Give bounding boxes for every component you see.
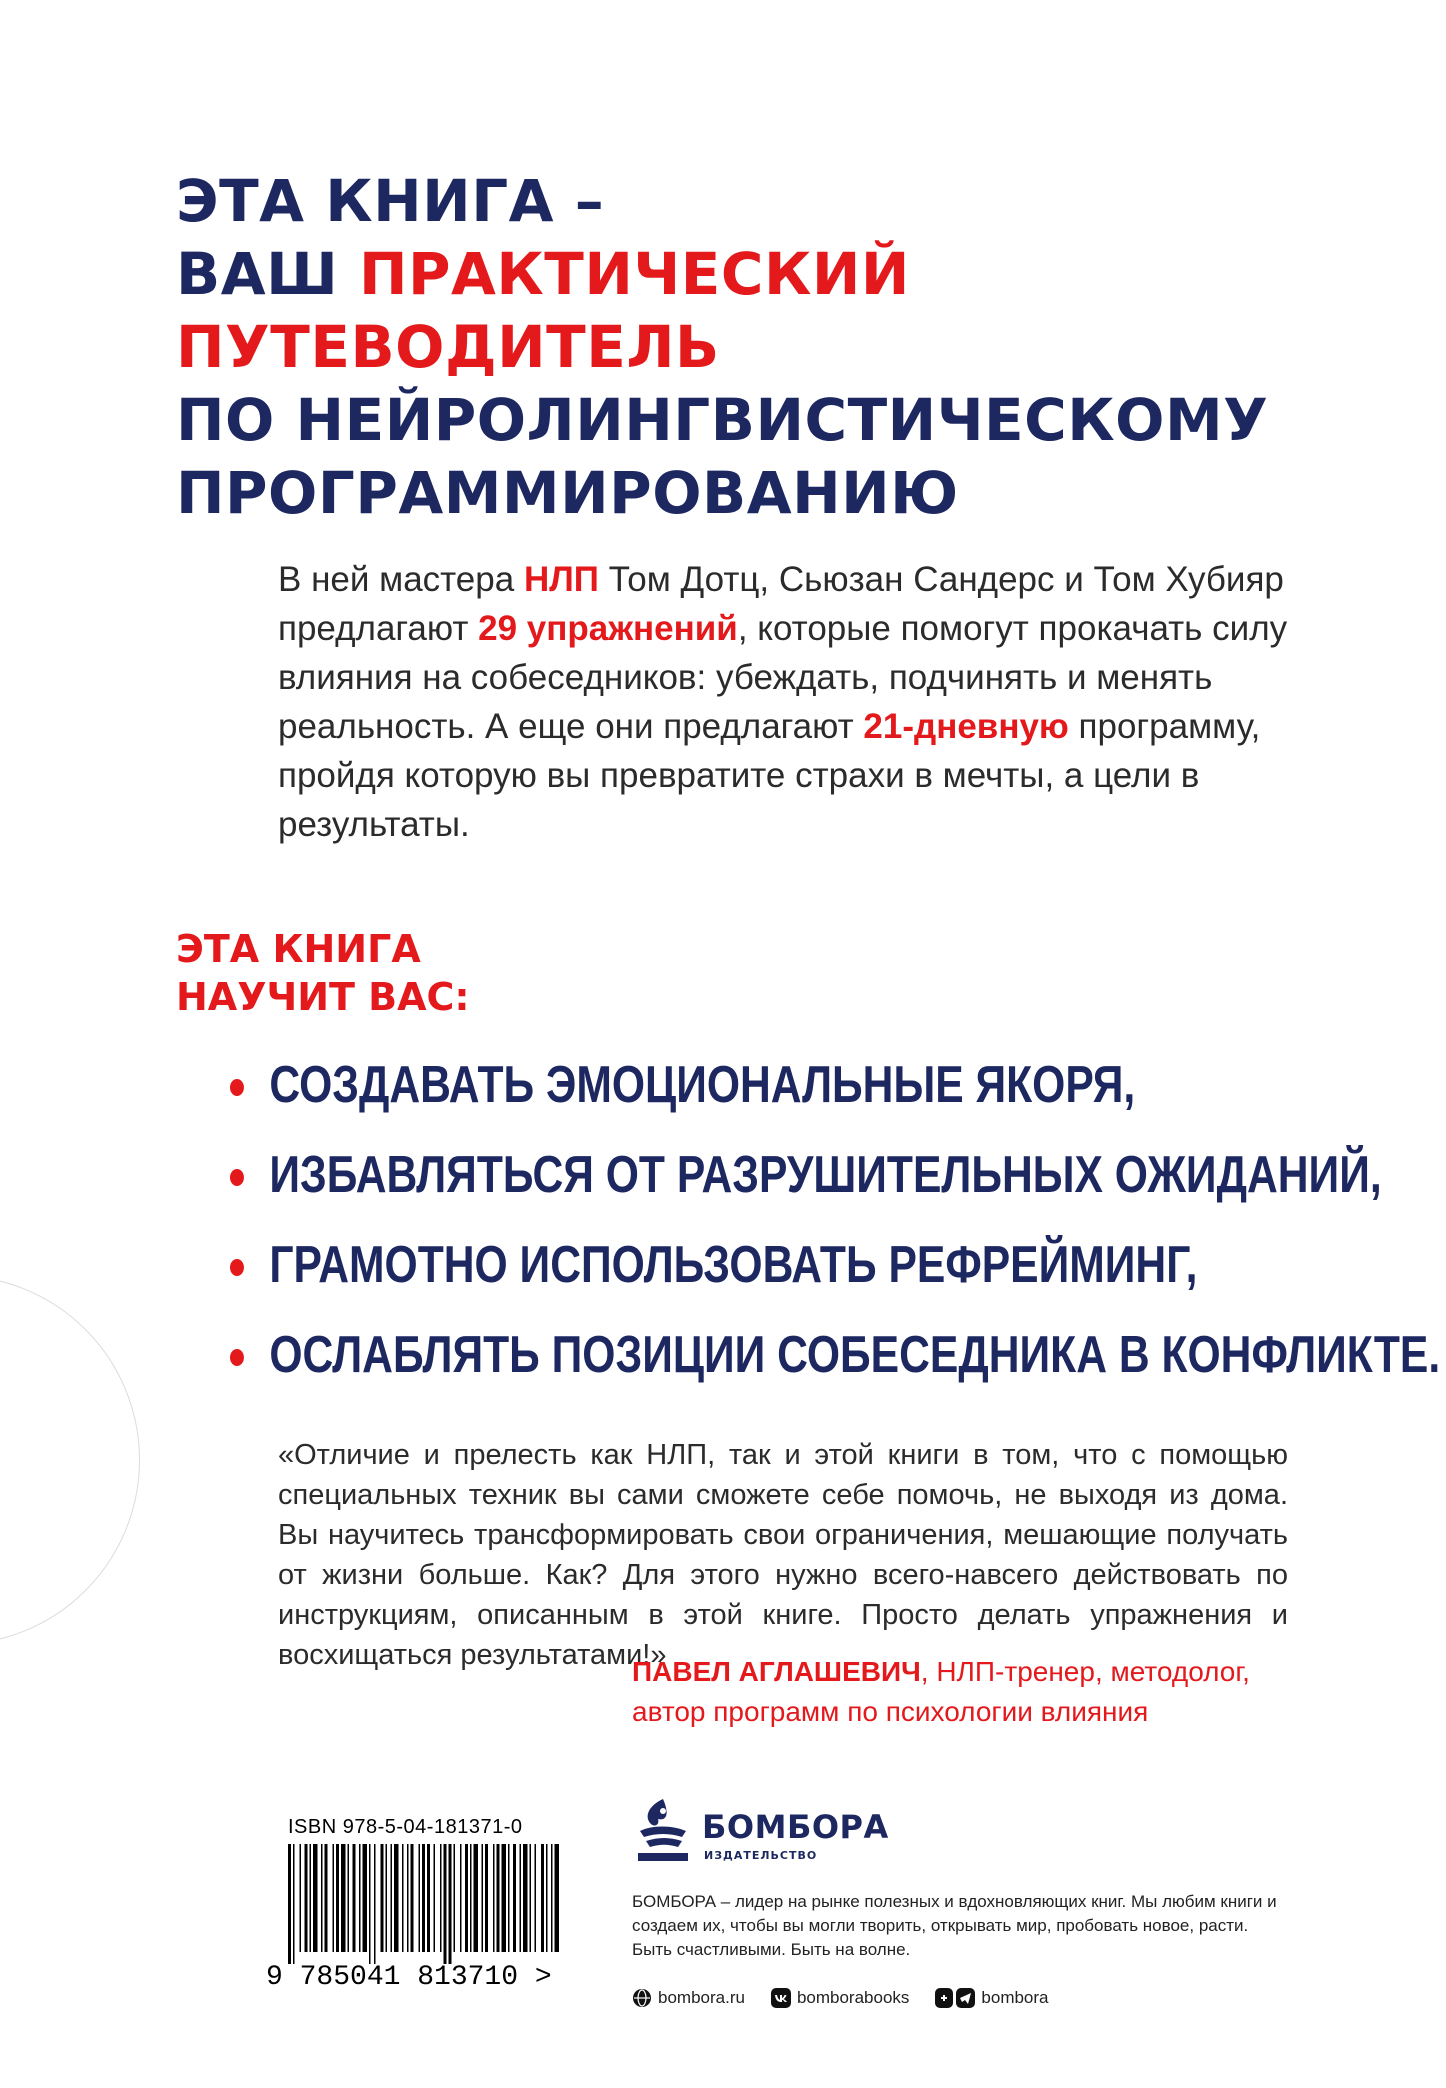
barcode-bar bbox=[386, 1844, 388, 1952]
barcode-bar bbox=[465, 1844, 468, 1952]
bullet-item bbox=[230, 1040, 1136, 1130]
barcode-bar bbox=[470, 1844, 472, 1952]
headline-line bbox=[176, 311, 1296, 384]
headline-segment: ЭТА КНИГА – bbox=[176, 167, 605, 235]
barcode-bar bbox=[530, 1844, 532, 1952]
barcode-bar bbox=[374, 1844, 376, 1964]
social-link-website[interactable] bbox=[632, 1988, 745, 2008]
intro-highlight: НЛП bbox=[523, 560, 599, 599]
barcode-bar bbox=[422, 1844, 425, 1952]
social-label: bomborabooks bbox=[796, 1988, 910, 2007]
barcode-bar bbox=[449, 1844, 452, 1964]
barcode-bar bbox=[333, 1844, 335, 1952]
headline-line bbox=[176, 457, 1296, 530]
globe-icon bbox=[632, 1988, 652, 2008]
barcode-bar bbox=[310, 1844, 312, 1952]
barcode-bar bbox=[508, 1844, 510, 1952]
barcode-bar bbox=[363, 1844, 368, 1952]
testimonial-quote: «Отличие и прелесть как НЛП, так и этой книги в том, что с помощью специальных техник вы сами сможете себе помочь, не выходя из дома. Вы научитесь трансформировать свои ограничения, мешающие получать от жизни больше. Как? Для этого нужно всего-навсего действовать по инструкциям, описанным в этой книге. Просто делать упражнения и восхищаться результатами!» bbox=[278, 1439, 1288, 1671]
barcode-bar bbox=[513, 1844, 516, 1952]
social-label: bombora.ru bbox=[658, 1988, 745, 2007]
headline-line bbox=[176, 384, 1296, 457]
barcode-bar bbox=[502, 1844, 507, 1952]
barcode-bar bbox=[444, 1844, 447, 1964]
isbn-label: ISBN 978-5-04-181371-0 bbox=[288, 1816, 523, 1838]
intro-highlight: 29 упражнений bbox=[478, 609, 738, 648]
publisher-description: БОМБОРА – лидер на рынке полезных и вдохновляющих книг. Мы любим книги и создаем их, чтобы вы могли творить, открывать мир, пробовать новое, расти. Быть счастливыми. Быть на волне. bbox=[632, 1892, 1277, 1959]
headline-line bbox=[176, 165, 1296, 238]
intro-text: Том Дотц, Сьюзан Сандерс и Том Хубияр предлагают bbox=[278, 560, 1284, 648]
headline-segment: ПРАКТИЧЕСКИЙ bbox=[358, 240, 910, 308]
barcode-bar bbox=[482, 1844, 484, 1952]
barcode-bar bbox=[353, 1844, 356, 1952]
bullet-item bbox=[230, 1130, 1382, 1220]
barcode-bar bbox=[419, 1844, 421, 1952]
barcode-bar bbox=[288, 1844, 291, 1964]
social-links bbox=[632, 1988, 1049, 2008]
barcode-bar bbox=[293, 1844, 295, 1964]
barcode-bar bbox=[493, 1844, 495, 1952]
barcode-bar bbox=[300, 1844, 302, 1952]
teaches-heading-line-2: НАУЧИТ ВАС: bbox=[176, 975, 470, 1019]
vk-icon bbox=[771, 1988, 791, 2008]
barcode-bar bbox=[520, 1844, 522, 1952]
barcode-bar bbox=[546, 1844, 548, 1952]
publisher-name: БОМБОРА bbox=[702, 1808, 889, 1846]
bombora-logo-icon bbox=[632, 1795, 694, 1867]
bullet-text: ОСЛАБЛЯТЬ ПОЗИЦИИ СОБЕСЕДНИКА В КОНФЛИКТЕ. bbox=[269, 1326, 1441, 1384]
barcode-bar bbox=[497, 1844, 500, 1952]
barcode-bar bbox=[551, 1844, 553, 1952]
bullet-text: ГРАМОТНО ИСПОЛЬЗОВАТЬ РЕФРЕЙМИНГ, bbox=[269, 1236, 1198, 1294]
barcode-bar bbox=[325, 1844, 328, 1952]
barcode-bar bbox=[555, 1844, 560, 1952]
barcode-bar bbox=[381, 1844, 384, 1952]
bullet-dot-icon bbox=[230, 1169, 244, 1186]
teaches-heading-line-1: ЭТА КНИГА bbox=[176, 927, 421, 971]
headline-segment: ПУТЕВОДИТЕЛЬ bbox=[176, 313, 720, 381]
bullet-text: ИЗБАВЛЯТЬСЯ ОТ РАЗРУШИТЕЛЬНЫХ ОЖИДАНИЙ, bbox=[269, 1146, 1382, 1204]
barcode-bar bbox=[341, 1844, 346, 1952]
barcode-bar bbox=[474, 1844, 479, 1952]
barcode-bar bbox=[305, 1844, 308, 1952]
attribution-name: ПАВЕЛ АГЛАШЕВИЧ bbox=[632, 1656, 921, 1687]
intro-highlight: 21-дневную bbox=[863, 707, 1069, 746]
barcode bbox=[286, 1844, 566, 1964]
barcode-bar bbox=[440, 1844, 442, 1952]
barcode-bar bbox=[321, 1844, 323, 1952]
intro-text: В ней мастера bbox=[278, 560, 524, 599]
bullet-list bbox=[230, 1040, 1441, 1400]
bullet-dot-icon bbox=[230, 1079, 244, 1096]
attribution-role: , НЛП-тренер, методолог, автор программ по психологии влияния bbox=[632, 1656, 1250, 1727]
headline-segment: ВАШ bbox=[176, 240, 359, 308]
barcode-bar bbox=[411, 1844, 414, 1952]
barcode-bar bbox=[427, 1844, 430, 1952]
publisher-subtitle: ИЗДАТЕЛЬСТВО bbox=[704, 1849, 818, 1862]
intro-text: программу, пройдя которую вы превратите страхи в мечты, а цели в результаты. bbox=[278, 707, 1261, 844]
barcode-digits: 9 785041 813710 > bbox=[266, 1962, 552, 1993]
intro-paragraph bbox=[278, 555, 1288, 849]
barcode-bar bbox=[348, 1844, 350, 1952]
bullet-text: СОЗДАВАТЬ ЭМОЦИОНАЛЬНЫЕ ЯКОРЯ, bbox=[269, 1056, 1136, 1114]
barcode-bar bbox=[485, 1844, 488, 1952]
intro-text: , которые помогут прокачать силу влияния на собеседников: убеждать, подчинять и менять реальность. А еще они предлагают bbox=[278, 609, 1288, 746]
bullet-item bbox=[230, 1220, 1198, 1310]
barcode-bar bbox=[434, 1844, 436, 1952]
social-link-messengers[interactable] bbox=[935, 1988, 1048, 2008]
barcode-bar bbox=[394, 1844, 399, 1952]
barcode-bar bbox=[460, 1844, 462, 1952]
barcode-bar bbox=[369, 1844, 371, 1964]
quote-attribution bbox=[632, 1652, 1292, 1732]
headline bbox=[176, 165, 1296, 530]
headline-segment: ПРОГРАММИРОВАНИЮ bbox=[176, 459, 959, 527]
headline-line bbox=[176, 238, 1296, 311]
barcode-bar bbox=[407, 1844, 409, 1952]
bullet-dot-icon bbox=[230, 1349, 244, 1366]
social-link-vk[interactable] bbox=[771, 1988, 909, 2008]
barcode-bar bbox=[336, 1844, 339, 1952]
telegram-icon bbox=[935, 1988, 975, 2008]
decorative-circle bbox=[0, 1275, 140, 1645]
barcode-bar bbox=[454, 1844, 456, 1952]
bullet-dot-icon bbox=[230, 1259, 244, 1276]
barcode-bar bbox=[359, 1844, 361, 1952]
social-label: bombora bbox=[981, 1988, 1049, 2007]
barcode-bar bbox=[535, 1844, 537, 1952]
barcode-bar bbox=[313, 1844, 318, 1952]
barcode-bar bbox=[523, 1844, 528, 1952]
teaches-heading bbox=[176, 925, 470, 1021]
barcode-bar bbox=[541, 1844, 544, 1952]
barcode-bar bbox=[391, 1844, 393, 1952]
bullet-item bbox=[230, 1310, 1441, 1400]
barcode-bar bbox=[402, 1844, 404, 1952]
headline-segment: ПО НЕЙРОЛИНГВИСТИЧЕСКОМУ bbox=[176, 386, 1269, 454]
